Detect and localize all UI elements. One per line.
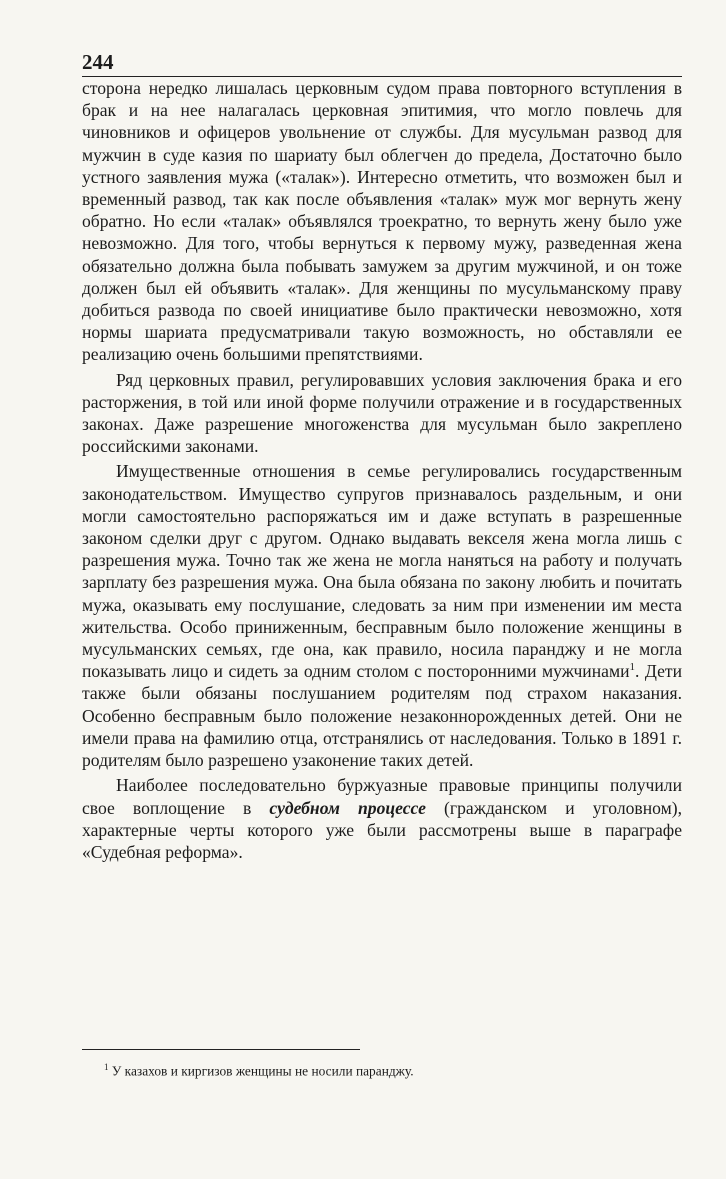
paragraph-1: сторона нередко лишалась церковным судом права повторного вступления в брак и на нее налагалась церковная эпитимия, что могло повлечь для чиновников и офицеров увольнение от службы. Для мусульман развод для мужчин в суде казия по шариату был облегчен до предела, Достаточно было устного заявления мужа («талак»). Интересно отметить, что возможен был и временный развод, так как после объявления «талак» муж мог вернуть жену обратно. Но если «талак» объявлялся троекратно, то вернуть жену было уже невозможно. Для того, чтобы вернуться к первому мужу, разведенная жена обязательно должна была побывать замужем за другим мужчиной, и он тоже должен был ей объявить «талак». Для женщины по мусульманскому праву добиться развода по своей инициативе было практически невозможно, хотя нормы шариата предусматривали такую возможность, но обставляли ее реализацию очень большими препятствиями. xyxy=(82,78,682,365)
footnote-text: У казахов и киргизов женщины не носили паранджу. xyxy=(108,1063,414,1079)
main-text xyxy=(82,77,682,863)
footnote xyxy=(104,1059,664,1079)
footnote-mark: 1 xyxy=(104,1062,109,1072)
footnote-divider xyxy=(82,1049,360,1050)
footnote-reference[interactable]: 1 xyxy=(629,661,635,674)
paragraph-4 xyxy=(82,774,682,863)
paragraph-3-continuation: . Дети также были обязаны послушанием родителям под страхом наказания. Особенно бесправным было положение незаконнорожденных детей. Они не имели права на фамилию отца, отстранялись от наследования. Только в 1891 г. родителям было разрешено узаконение таких детей. xyxy=(82,661,682,771)
emphasized-term: судебном процессе xyxy=(269,797,426,818)
page-number: 244 xyxy=(82,50,114,74)
paragraph-4-text: Наиболее последовательно буржуазные правовые принципы получили свое воплощение в xyxy=(82,775,682,818)
page-header xyxy=(82,44,682,77)
paragraph-3 xyxy=(82,460,682,771)
paragraph-3-text: Имущественные отношения в семье регулировались государственным законодательством. Имущество супругов признавалось раздельным, и они могли самостоятельно распоряжаться им и даже вступать в разрешенные законом сделки друг с другом. Однако выдавать векселя жена могла лишь с разрешения мужа. Точно так же жена не могла наняться на работу и получать зарплату без разрешения мужа. Она была обязана по закону любить и почитать мужа, оказывать ему послушание, следовать за ним при изменении им места жительства. Особо приниженным, бесправным было положение женщины в мусульманских семьях, где она, как правило, носила паранджу и не могла показывать лицо и сидеть за одним столом с посторонними мужчинами xyxy=(82,461,682,682)
paragraph-4-continuation: (гражданском и уголовном), характерные черты которого уже были рассмотрены выше в параграфе «Судебная реформа». xyxy=(82,797,682,862)
paragraph-2: Ряд церковных правил, регулировавших условия заключения брака и его расторжения, в той или иной форме получили отражение и в государственных законах. Даже разрешение многоженства для мусульман было закреплено российскими законами. xyxy=(82,369,682,457)
